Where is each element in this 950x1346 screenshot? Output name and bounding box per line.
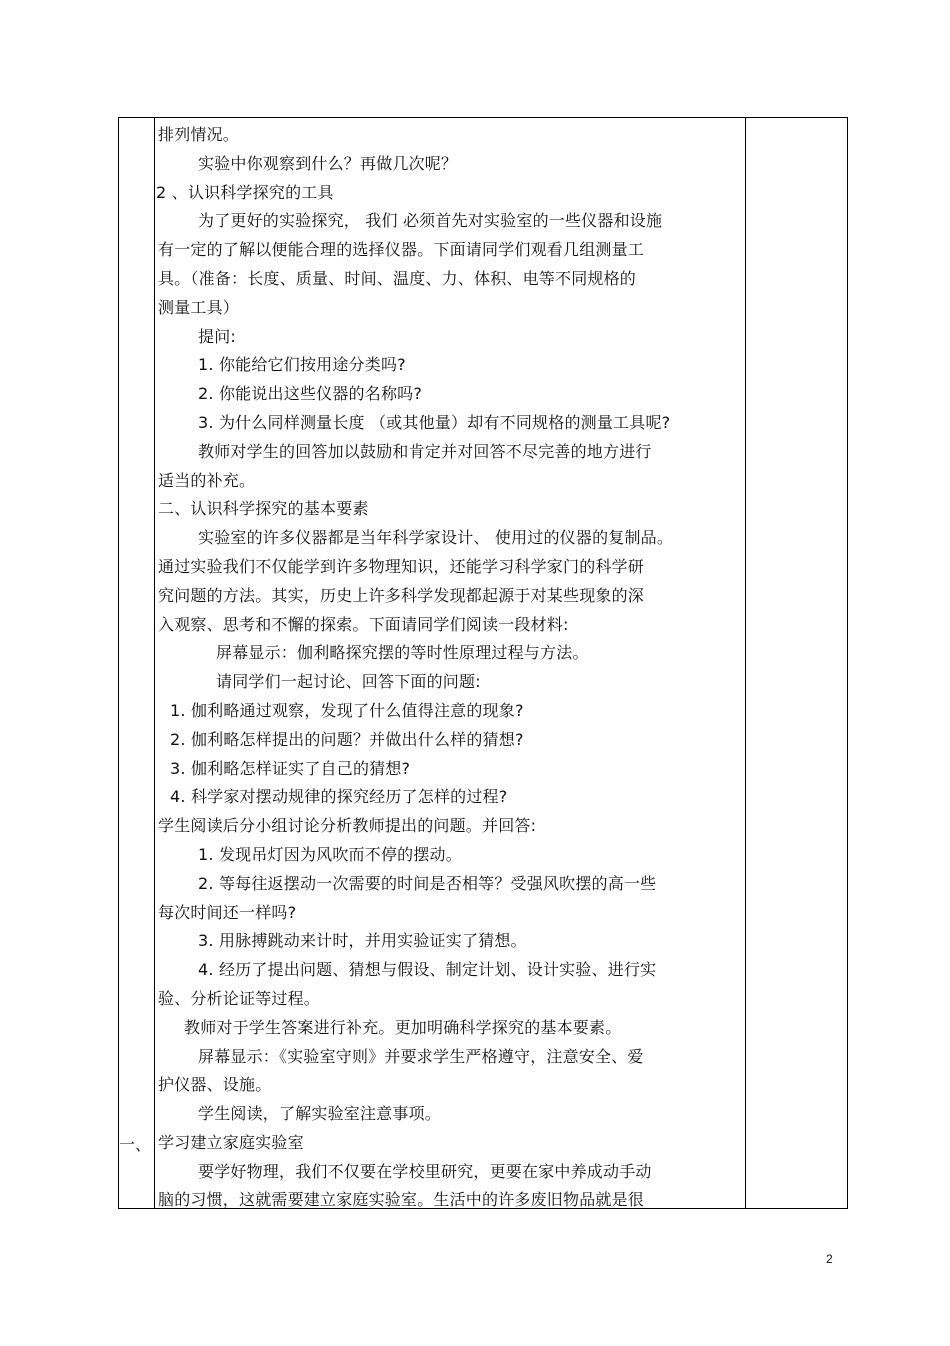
text-line: 2. 伽利略怎样提出的问题？并做出什么样的猜想?: [170, 729, 524, 749]
text-line: 学生阅读，了解实验室注意事项。: [198, 1104, 442, 1124]
text-line: 每次时间还一样吗?: [158, 902, 297, 922]
text-line: 请同学们一起讨论、回答下面的问题:: [216, 672, 481, 692]
text-line: 排列情况。: [158, 125, 240, 144]
lesson-table: [118, 117, 848, 1209]
column-divider-left: [154, 118, 155, 1208]
text-line: 3. 为什么同样测量长度 （或其他量）却有不同规格的测量工具呢?: [198, 412, 671, 432]
text-line: 1. 伽利略通过观察，发现了什么值得注意的现象?: [170, 700, 524, 720]
text-line: 1. 发现吊灯因为风吹而不停的摆动。: [198, 844, 462, 864]
text-line: 1. 你能给它们按用途分类吗?: [198, 355, 406, 375]
section-marker: 一、: [119, 1135, 152, 1154]
text-line: 测量工具）: [158, 297, 240, 317]
text-line: 入观察、思考和不懈的探索。下面请同学们阅读一段材料:: [158, 614, 569, 634]
text-line: 二、认识科学探究的基本要素: [158, 499, 369, 519]
text-line: 验、分析论证等过程。: [158, 988, 321, 1008]
text-line: 脑的习惯，这就需要建立家庭实验室。生活中的许多废旧物品就是很: [158, 1190, 645, 1210]
text-line: 实验中你观察到什么？再做几次呢？: [198, 153, 458, 173]
text-line: 3. 伽利略怎样证实了自己的猜想?: [170, 758, 411, 778]
text-line: 2. 你能说出这些仪器的名称吗?: [198, 384, 423, 404]
text-line: 教师对于学生答案进行补充。更加明确科学探究的基本要素。: [184, 1017, 622, 1037]
text-line: 2. 等每往返摆动一次需要的时间是否相等？受强风吹摆的高一些: [198, 873, 657, 893]
text-line: 有一定的了解以便能合理的选择仪器。下面请同学们观看几组测量工: [158, 240, 645, 260]
text-line: 4. 科学家对摆动规律的探究经历了怎样的过程?: [170, 787, 508, 807]
text-line: 提问:: [198, 326, 236, 346]
text-line: 屏幕显示：伽利略探究摆的等时性原理过程与方法。: [216, 643, 589, 663]
page-number: 2: [826, 1252, 833, 1266]
text-line: 2 、认识科学探究的工具: [156, 182, 334, 202]
text-line: 具。（准备：长度、质量、时间、温度、力、体积、电等不同规格的: [158, 268, 637, 288]
column-divider-right: [745, 118, 746, 1208]
text-line: 要学好物理，我们不仅要在学校里研究，更要在家中养成动手动: [198, 1161, 652, 1181]
text-line: 为了更好的实验探究， 我们 必须首先对实验室的一些仪器和设施: [198, 211, 663, 231]
text-line: 3. 用脉搏跳动来计时，并用实验证实了猜想。: [198, 931, 527, 951]
text-line: 护仪器、设施。: [158, 1075, 272, 1095]
text-line: 学生阅读后分小组讨论分析教师提出的问题。并回答:: [158, 816, 537, 836]
text-line: 实验室的许多仪器都是当年科学家设计、 使用过的仪器的复制品。: [198, 528, 674, 548]
text-line: 究问题的方法。其实，历史上许多科学发现都起源于对某些现象的深: [158, 585, 645, 605]
text-line: 适当的补充。: [158, 470, 256, 490]
text-line: 4. 经历了提出问题、猜想与假设、制定计划、设计实验、进行实: [198, 960, 657, 980]
text-line: 教师对学生的回答加以鼓励和肯定并对回答不尽完善的地方进行: [198, 441, 652, 461]
text-line: 通过实验我们不仅能学到许多物理知识，还能学习科学家门的科学研: [158, 556, 645, 576]
text-line: 学习建立家庭实验室: [158, 1132, 304, 1152]
text-line: 屏幕显示：《实验室守则》并要求学生严格遵守，注意安全、爱: [198, 1046, 644, 1066]
lesson-content: [158, 121, 742, 1215]
